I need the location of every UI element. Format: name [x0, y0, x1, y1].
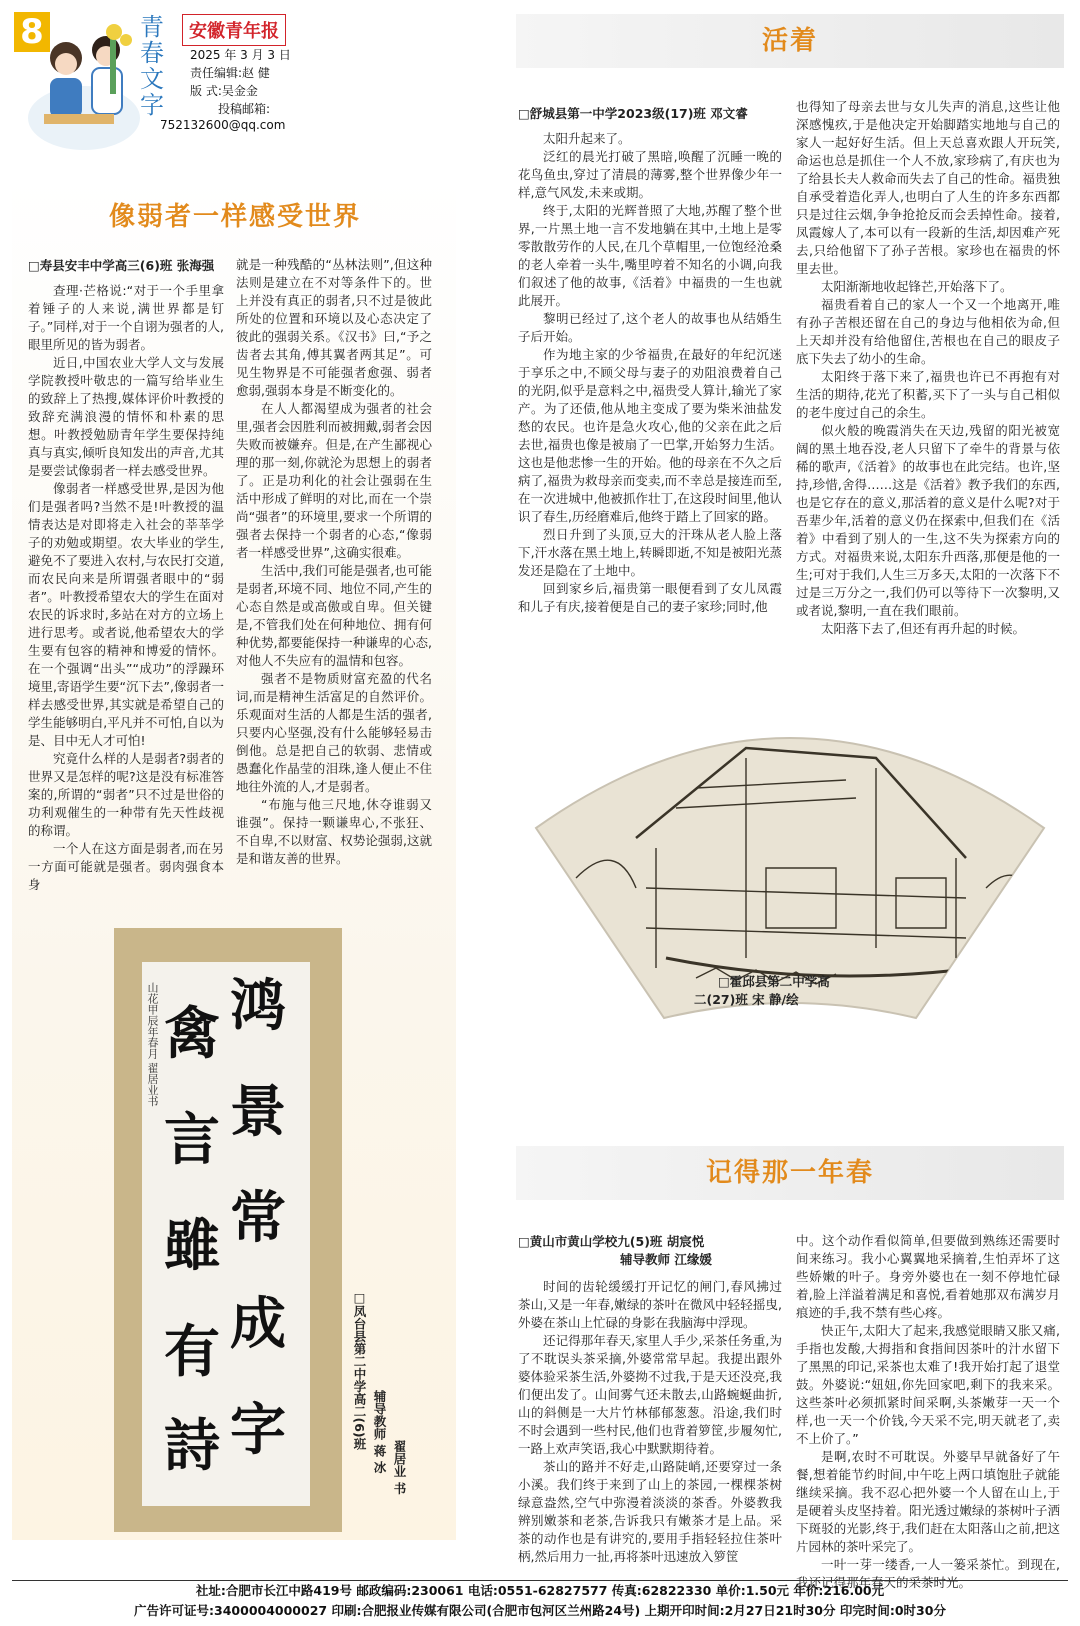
article-alive-byline: □舒城县第一中学2023级(17)班 邓文睿 [518, 106, 748, 121]
article-weak-col2: 就是一种残酷的“丛林法则”,但这种法则是建立在不对等条件下的。世上并没有真正的弱者,只不过是彼此所处的位置和环境以及心态决定了彼此的强弱关系。《汉书》曰,“予之齿者去其角,傅其翼者两其足”。可见生物界是不可能强者愈强、弱者愈弱,强弱本身是不断变化的。 在人人都渴望成为强者的社会里,强者会因胜利而被拥戴,弱者会因失败而被嫌弃。但是,在产生鄙视心理的那一刻,你就沦为思想上的弱者了。正是功利化的社会让强弱在生活中形成了鲜明的对比,而在一个崇尚“强者”的环境里,要求一个所谓的强者去保持一个弱者的心态,“像弱者一样感受世界”,这确实很难。 生活中,我们可能是强者,也可能是弱者,环境不同、地位不同,产生的心态自然是或高傲或自卑。但关键是,不管我们处在何种地位、拥有何种优势,都要能保持一种谦卑的心态,对他人不失应有的温情和包容。 强者不是物质财富充盈的代名词,而是精神生活富足的自然评价。乐观面对生活的人都是生活的强者,只要内心坚强,没有什么能够轻易击倒他。总是把自己的软弱、悲情或愚蠢化作晶莹的泪珠,逢人便止不住地往外流的人,才是弱者。 “布施与他三尺地,休夺谁弱又谁强”。保持一颗谦卑心,不张狂、不自卑,不以财富、权势论强弱,这就是和谐友善的世界。 [236, 257, 432, 866]
email-label: 投稿邮箱: [218, 102, 271, 116]
calligraphy-teacher: 辅导教师 蒋 冰 [372, 1390, 387, 1474]
editor-line: 责任编辑:赵 健 [190, 66, 270, 80]
article-weak-title-wrap [28, 190, 442, 244]
calligraphy-inscription: 山花甲辰年春月 翟居业书 [146, 982, 159, 1107]
article-spring-col2: 中。这个动作看似简单,但要做到熟练还需要时间来练习。我小心翼翼地采摘着,生怕弄坏了这些娇嫩的叶子。身旁外婆也在一刻不停地忙碌着,脸上洋溢着满足和喜悦,看着她那双布满岁月痕迹的手,我不禁有些心疼。 快正午,太阳大了起来,我感觉眼睛又胀又痛,手指也发酸,大拇指和食指间因茶叶的汁水留下了黑黑的印记,采茶也太难了!我开始打起了退堂鼓。外婆说:“妞妞,你先回家吧,剩下的我来采。这些茶叶必须抓紧时间采啊,头茶嫩芽一天一个样,也一天一个价钱,今天采不完,明天就老了,卖不上价了。” 是啊,农时不可耽误。外婆早早就备好了午餐,想着能节约时间,中午吃上两口填饱肚子就能继续采摘。我不忍心把外婆一个人留在山上,于是硬着头皮坚持着。阳光透过嫩绿的茶树叶子洒下斑驳的光影,终于,我们赶在太阳落山之前,把这片园林的茶叶采完了。 一叶一芽一缕香,一人一篓采茶忙。到现在,我还记得那年春天的采茶时光。 [796, 1233, 1060, 1590]
calligraphy-author: 翟居业 书 [392, 1440, 407, 1495]
article-spring-col1: 时间的齿轮缓缓打开记忆的闸门,春风拂过茶山,又是一年春,嫩绿的茶叶在微风中轻轻摇曳,外婆在茶山上忙碌的身影在我脑海中浮现。 还记得那年春天,家里人手少,采茶任务重,为了不耽误头茶采摘,外婆常常早起。我提出跟外婆体验采茶生活,外婆拗不过我,于是天还没亮,我们便出发了。山间雾气还未散去,山路蜿蜒曲折,山的斜侧是一大片竹林郁郁葱葱。沿途,我们时不时会遇到一些村民,他们也背着箩筐,步履匆忙,一路上欢声笑语,我心中默默期待着。 茶山的路并不好走,山路陡峭,还要穿过一条小溪。我们终于来到了山上的茶园,一棵棵茶树绿意盎然,空气中弥漫着淡淡的茶香。外婆教我辨别嫩茶和老茶,告诉我只有嫩茶才是上品。采茶的动作也是有讲究的,要用手指轻轻拉住茶叶柄,然后用力一扯,再将茶叶迅速放入箩筐 [518, 1279, 782, 1564]
footer-line1: 社址:合肥市长江中路419号 邮政编码:230061 电话:0551-62827577 传真:62822330 单价:1.50元 年价:216.00元 [195, 1583, 885, 1598]
article-spring-title: 记得那一年春 [705, 1158, 874, 1188]
article-alive-title-band [516, 14, 1064, 68]
email-address[interactable]: 752132600@qq.com [160, 118, 286, 132]
painting-caption-line2: 二(27)班 宋 静/绘 [694, 992, 799, 1007]
article-weak-col1: 查理·芒格说:“对于一个手里拿着锤子的人来说,满世界都是钉子。”同样,对于一个自诩为强者的人,眼里所见的皆为弱者。 近日,中国农业大学人文与发展学院教授叶敬忠的一篇写给毕业生的致辞上了热搜,媒体评价叶教授的致辞充满浪漫的情怀和朴素的思想。叶教授勉励青年学生要保持纯真与真实,倾听良知发出的声音,尤其是要尝试像弱者一样去感受世界。 像弱者一样感受世界,是因为他们是强者吗?当然不是!叶教授的温情表达是对即将走入社会的莘莘学子的劝勉或期望。农大毕业的学生,避免不了要进入农村,与农民打交道,而农民向来是所谓强者眼中的“弱者”。叶教授希望农大的学生在面对农民的诉求时,多站在对方的立场上进行思考。或者说,他希望农大的学生要有包容的精神和博爱的情怀。在一个强调“出头”“成功”的浮躁环境里,寄语学生要“沉下去”,像弱者一样去感受世界,其实就是希望自己的学生能够明白,平凡并不可怕,自以为是、目中无人才可怕! 究竟什么样的人是弱者?弱者的世界又是怎样的呢?这是没有标准答案的,所谓的“弱者”只不过是世俗的功利观催生的一种带有先天性歧视的称谓。 一个人在这方面是弱者,而在另一方面可能就是强者。弱肉强食本身 [28, 283, 224, 892]
article-spring-box [516, 1146, 1064, 1200]
article-spring-title-band [516, 1146, 1064, 1200]
paper-logo: 安徽青年报 [182, 14, 286, 46]
article-alive-title: 活着 [761, 26, 818, 56]
article-spring-byline: □黄山市黄山学校九(5)班 胡宸悦 [518, 1234, 705, 1249]
article-alive-col2: 也得知了母亲去世与女儿失声的消息,这些让他深感愧疚,于是他决定开始脚踏实地地与自己的家人一起好好生活。但上天总喜欢跟人开玩笑,命运也总是抓住一个人不放,家珍病了,有庆也为了给县长夫人救命而失去了自己的性命。福贵独自承受着造化弄人,也明白了人生的许多东西都只是过往云烟,争争抢抢反而会丢掉性命。接着,凤霞嫁人了,本可以有一段新的生活,却因难产死去,只给他留下了孙子苦根。家珍也在福贵的怀里去世。 太阳渐渐地收起锋芒,开始落下了。 福贵看着自己的家人一个又一个地离开,唯有孙子苦根还留在自己的身边与他相依为命,但上天却并没有给他留住,苦根也在自己的眼皮子底下失去了幼小的生命。 太阳终于落下来了,福贵也许已不再抱有对生活的期待,花光了积蓄,买下了一头与自己相似的老牛度过自己的余生。 似火般的晚霞消失在天边,残留的阳光被宽阔的黑土地吞没,老人只留下了牵牛的背景与依稀的歌声,《活着》的故事也在此完结。也许,坚持,珍惜,舍得……这是《活着》教予我们的东西,也是它存在的意义,那活着的意义是什么呢?对于吾辈少年,活着的意义仍在探索中,但我们在《活着》中看到了别人的一生,这不失为探索方向的方式。对福贵来说,太阳东升西落,那便是他的一生;可对于我们,人生三万多天,太阳的一次落下不过是三万分之一,我们仍可以等待下一次黎明,又或者说,黎明,一直在我们眼前。 太阳落下去了,但还有再升起的时候。 [796, 99, 1060, 636]
column-name: 青春文字 [140, 13, 164, 119]
article-alive-col1: 太阳升起来了。 泛红的晨光打破了黑暗,唤醒了沉睡一晚的花鸟鱼虫,穿过了清晨的薄雾,整个世界像少年一样,意气风发,未来或期。 终于,太阳的光辉普照了大地,苏醒了整个世界,一片黑土地一言不发地躺在其中,土地上是零零散散劳作的人民,在几个草帽里,一位饱经沧桑的老人牵着一头牛,嘴里哼着不知名的小调,向我们叙述了他的故事,《活着》中福贵的一生也就此展开。 黎明已经过了,这个老人的故事也从结婚生子后开始。 作为地主家的少爷福贵,在最好的年纪沉迷于享乐之中,不顾父母与妻子的劝阻浪费着自己的光阴,似乎是意料之中,福贵受人算计,输光了家产。为了还债,他从地主变成了要为柴米油盐发愁的农民。也许是急火攻心,他的父亲在此之后去世,福贵也像是被扇了一巴掌,开始努力生活。这也是他悲惨一生的开始。他的母亲在不久之后病了,福贵为救母亲而变卖,而不幸总是接连而至,在一次进城中,他被抓作壮丁,在这段时间里,他认识了春生,历经磨难后,他终于踏上了回家的路。 烈日升到了头顶,豆大的汗珠从老人脸上落下,汗水落在黑土地上,转瞬即逝,不知是被阳光蒸发还是隐在了土地中。 回到家乡后,福贵第一眼便看到了女儿凤霞和儿子有庆,接着便是自己的妻子家珍;同时,他 [518, 131, 782, 614]
article-weak-byline: □寿县安丰中学高三(6)班 张海强 [28, 258, 215, 273]
footer-line2: 广告许可证号:3400004000027 印刷:合肥报业传媒有限公司(合肥市包河区兰州路24号) 上期开印时间:2月27日21时30分 印完时间:0时30分 [134, 1603, 946, 1618]
calligraphy-scroll: 鸿 景 常 成 字 禽 言 雖 有 詩 山花甲辰年春月 翟居业书 [142, 962, 310, 1506]
article-spring-teacher: 辅导教师 江缘媛 [620, 1252, 712, 1267]
calligraphy-caption: □凤台县第二中学高二(6)班 [352, 1290, 367, 1451]
layout-line: 版 式:吴金金 [190, 84, 258, 98]
issue-date: 2025 年 3 月 3 日 [190, 48, 291, 62]
footer [12, 1580, 1068, 1623]
page-number-badge: 8 [14, 12, 50, 52]
painting-caption-line1: □霍邱县第二中学高 [718, 974, 830, 989]
article-weak-title: 像弱者一样感受世界 [108, 202, 361, 232]
